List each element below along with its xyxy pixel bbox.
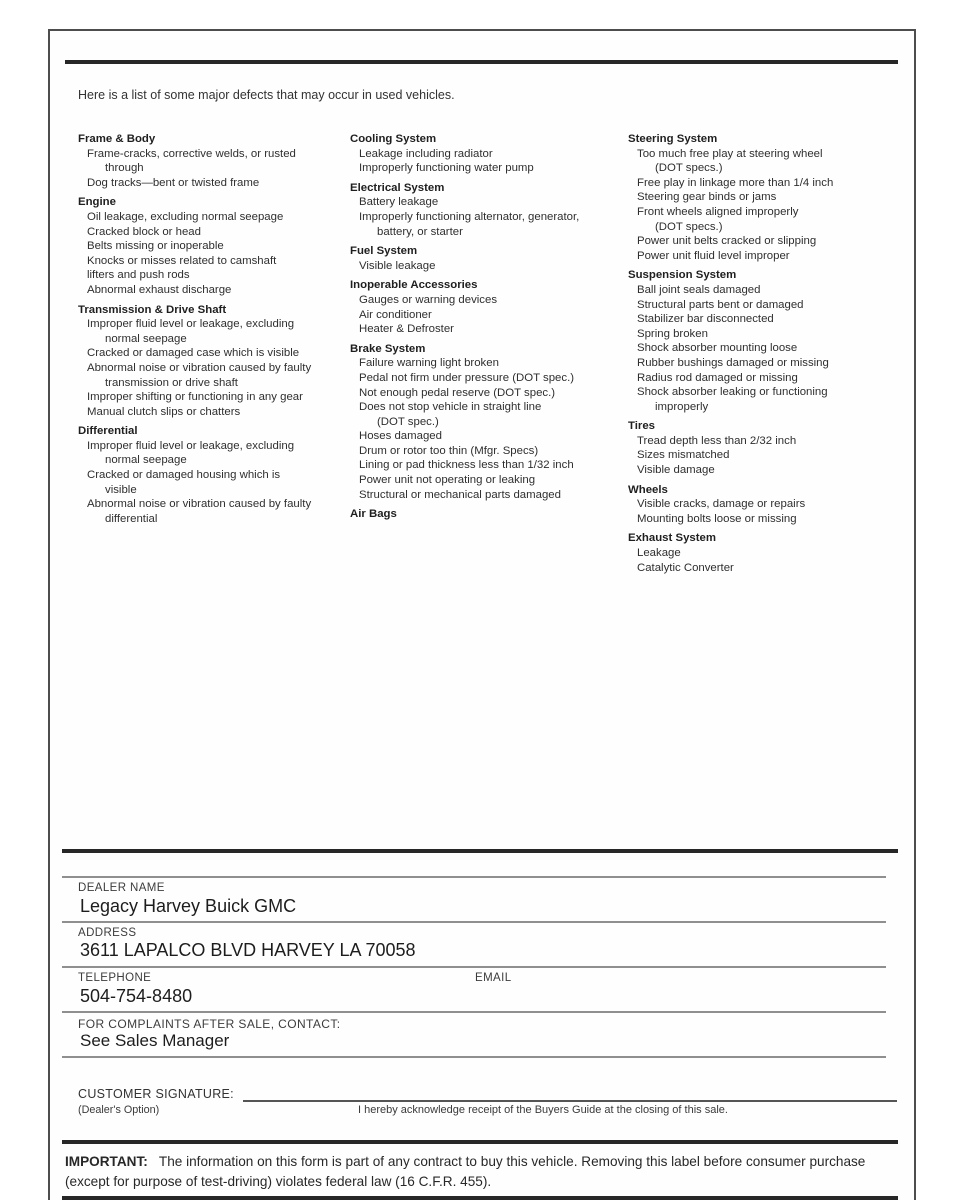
category-heading: Air Bags xyxy=(350,508,397,521)
defect-line: Battery leakage xyxy=(359,196,439,209)
defect-line: Not enough pedal reserve (DOT spec.) xyxy=(359,386,556,399)
customer-signature-line xyxy=(243,1100,897,1102)
telephone-field-rule xyxy=(62,966,886,968)
defect-line: Visible damage xyxy=(637,464,715,477)
telephone-value: 504-754-8480 xyxy=(80,986,193,1006)
defect-line: Gauges or warning devices xyxy=(359,293,498,306)
defect-line: differential xyxy=(105,512,158,525)
defect-line: Cracked or damaged case which is visible xyxy=(87,347,300,360)
defect-line: Knocks or misses related to camshaft xyxy=(87,254,277,267)
defects-intro-text: Here is a list of some major defects that may occur in used vehicles. xyxy=(78,88,455,102)
defect-line: Sizes mismatched xyxy=(637,449,730,462)
defect-line: Heater & Defroster xyxy=(359,323,454,336)
defect-line: Oil leakage, excluding normal seepage xyxy=(87,210,284,223)
defect-line: Improper fluid level or leakage, excluding xyxy=(87,318,295,331)
complaints-field-rule xyxy=(62,1011,886,1013)
complaints-label: FOR COMPLAINTS AFTER SALE, CONTACT: xyxy=(78,1017,341,1031)
defect-line: Air conditioner xyxy=(359,308,432,321)
defect-line: Spring broken xyxy=(637,327,708,340)
address-label: ADDRESS xyxy=(78,927,137,939)
defect-line: Frame-cracks, corrective welds, or rusted xyxy=(87,147,296,160)
defect-line: Dog tracks—bent or twisted frame xyxy=(87,176,260,189)
category-heading: Brake System xyxy=(350,342,426,355)
defect-line: (DOT specs.) xyxy=(655,220,723,233)
defect-line: Steering gear binds or jams xyxy=(637,191,777,204)
defect-line: Catalytic Converter xyxy=(637,561,734,574)
defect-line: Does not stop vehicle in straight line xyxy=(359,401,542,414)
defect-line: Lining or pad thickness less than 1/32 inch xyxy=(359,459,574,472)
bottom-cutoff-rule xyxy=(62,1196,898,1200)
category-heading: Cooling System xyxy=(350,133,437,145)
category-heading: Transmission & Drive Shaft xyxy=(78,303,227,316)
telephone-label: TELEPHONE xyxy=(78,972,152,984)
defect-line: Tread depth less than 2/32 inch xyxy=(637,434,797,447)
defect-line: Improperly functioning water pump xyxy=(359,162,534,175)
defect-line: Cracked block or head xyxy=(87,225,201,238)
dealer-name-value: Legacy Harvey Buick GMC xyxy=(80,896,297,916)
defect-line: Abnormal noise or vibration caused by faulty xyxy=(87,498,312,511)
defect-line: Mounting bolts loose or missing xyxy=(637,512,797,525)
defect-line: Hoses damaged xyxy=(359,430,442,443)
important-text: The information on this form is part of any contract to buy this vehicle. Removing this label before consumer purchase (except for purpose of test-driving) violates federal law (16 C.F.R. 455). xyxy=(65,1154,866,1189)
defect-line: (DOT spec.) xyxy=(377,415,439,428)
defect-line: Structural or mechanical parts damaged xyxy=(359,488,561,501)
defect-line: Power unit belts cracked or slipping xyxy=(637,235,817,248)
defect-line: through xyxy=(105,162,144,175)
defect-line: Drum or rotor too thin (Mfgr. Specs) xyxy=(359,444,539,457)
category-heading: Suspension System xyxy=(628,269,737,282)
defect-line: Abnormal exhaust discharge xyxy=(87,283,232,296)
defect-line: Pedal not firm under pressure (DOT spec.) xyxy=(359,371,575,384)
category-heading: Frame & Body xyxy=(78,133,156,145)
defect-line: Cracked or damaged housing which is xyxy=(87,469,281,482)
complaints-value: See Sales Manager xyxy=(80,1031,230,1050)
defect-line: battery, or starter xyxy=(377,225,463,238)
defects-column xyxy=(78,132,350,575)
defect-line: Shock absorber leaking or functioning xyxy=(637,386,828,399)
defect-line: Free play in linkage more than 1/4 inch xyxy=(637,176,834,189)
defect-line: Improperly functioning alternator, generator, xyxy=(359,210,580,223)
customer-signature-label: CUSTOMER SIGNATURE: xyxy=(78,1087,234,1101)
defect-line: Visible cracks, damage or repairs xyxy=(637,498,806,511)
defect-line: transmission or drive shaft xyxy=(105,376,238,389)
address-value: 3611 LAPALCO BLVD HARVEY LA 70058 xyxy=(80,940,416,960)
acknowledgement-text: I hereby acknowledge receipt of the Buyers Guide at the closing of this sale. xyxy=(358,1104,728,1116)
category-heading: Electrical System xyxy=(350,181,445,194)
defect-line: Rubber bushings damaged or missing xyxy=(637,356,829,369)
dealer-name-label: DEALER NAME xyxy=(78,882,165,894)
category-heading: Wheels xyxy=(628,483,668,496)
defects-list xyxy=(78,132,904,575)
form-section-top-rule xyxy=(62,849,898,853)
defect-line: Belts missing or inoperable xyxy=(87,240,224,253)
dealers-option-note: (Dealer's Option) xyxy=(78,1104,160,1116)
defect-line: improperly xyxy=(655,400,709,413)
address-field-rule xyxy=(62,921,886,923)
top-horizontal-rule xyxy=(65,60,898,64)
important-top-rule xyxy=(62,1140,898,1144)
defect-line: Shock absorber mounting loose xyxy=(637,342,798,355)
category-heading: Tires xyxy=(628,420,656,433)
defect-line: Too much free play at steering wheel xyxy=(637,147,823,160)
important-notice xyxy=(65,1152,879,1192)
important-label: IMPORTANT: xyxy=(65,1154,148,1169)
defect-line: visible xyxy=(105,483,137,496)
defect-line: Failure warning light broken xyxy=(359,357,499,370)
defect-line: Visible leakage xyxy=(359,259,436,272)
defect-line: Improper fluid level or leakage, excluding xyxy=(87,439,295,452)
defect-line: Power unit not operating or leaking xyxy=(359,474,536,487)
defect-line: normal seepage xyxy=(105,332,187,345)
defect-line: lifters and push rods xyxy=(87,269,190,282)
defect-line: (DOT specs.) xyxy=(655,162,723,175)
defect-line: Abnormal noise or vibration caused by faulty xyxy=(87,361,312,374)
defect-line: Leakage xyxy=(637,547,681,560)
defect-line: Structural parts bent or damaged xyxy=(637,298,804,311)
category-heading: Inoperable Accessories xyxy=(350,279,478,292)
category-heading: Fuel System xyxy=(350,245,418,258)
defect-line: normal seepage xyxy=(105,454,187,467)
defect-line: Power unit fluid level improper xyxy=(637,249,790,262)
category-heading: Steering System xyxy=(628,133,718,145)
category-heading: Differential xyxy=(78,425,138,438)
complaints-bottom-rule xyxy=(62,1056,886,1058)
dealer-name-field-rule xyxy=(62,876,886,878)
defect-line: Improper shifting or functioning in any gear xyxy=(87,391,303,404)
defect-line: Ball joint seals damaged xyxy=(637,283,761,296)
defect-line: Stabilizer bar disconnected xyxy=(637,313,774,326)
defects-column xyxy=(350,132,628,575)
email-label: EMAIL xyxy=(475,972,512,984)
defect-line: Front wheels aligned improperly xyxy=(637,205,799,218)
defects-column xyxy=(628,132,904,575)
defect-line: Manual clutch slips or chatters xyxy=(87,405,241,418)
category-heading: Engine xyxy=(78,196,116,209)
category-heading: Exhaust System xyxy=(628,532,716,545)
defect-line: Radius rod damaged or missing xyxy=(637,371,798,384)
defect-line: Leakage including radiator xyxy=(359,147,493,160)
